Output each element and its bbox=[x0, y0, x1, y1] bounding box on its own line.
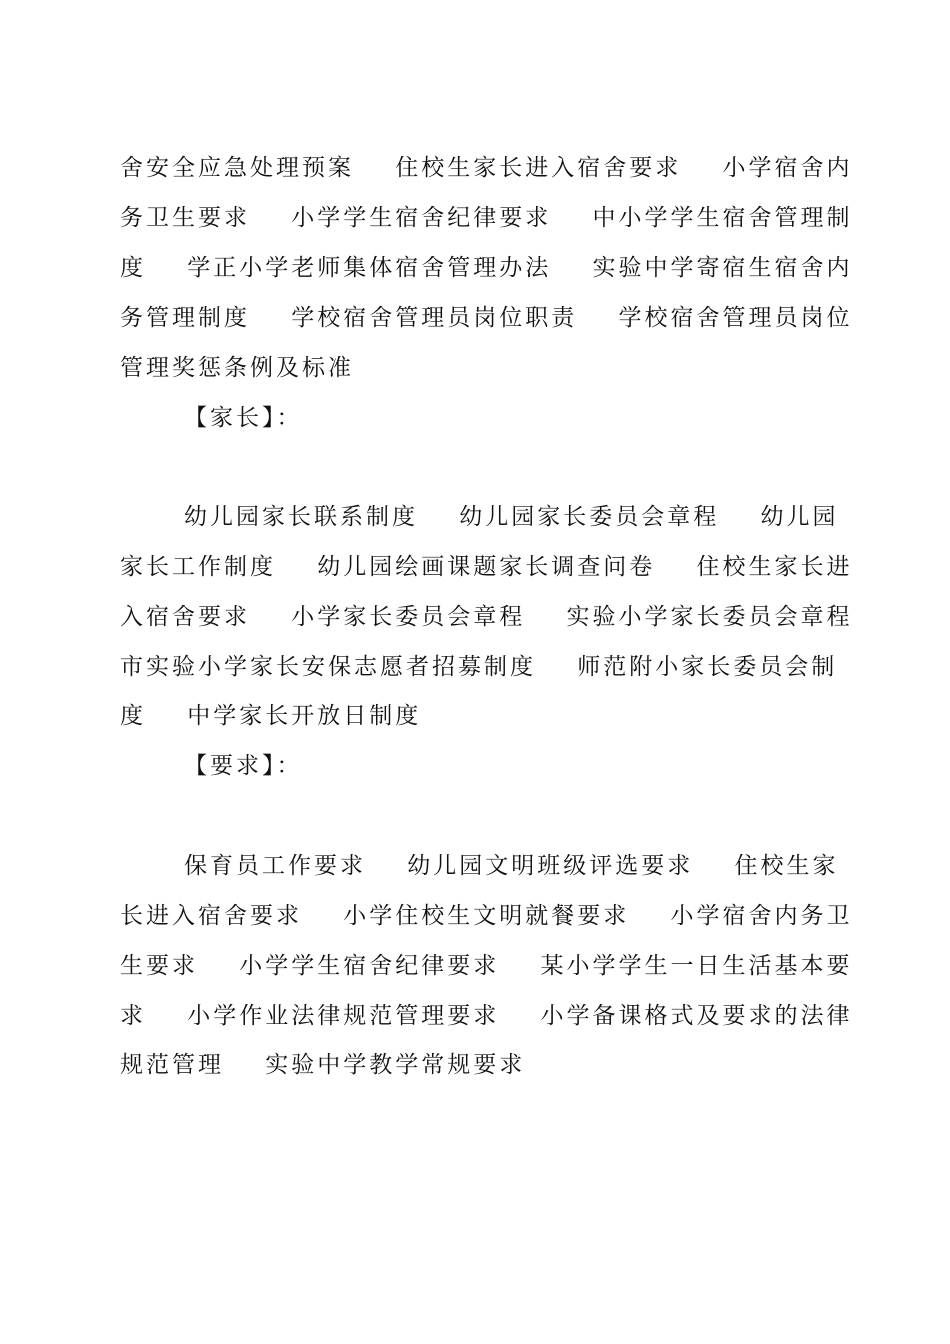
paragraph-line: 市实验小学家长安保志愿者招募制度 师范附小家长委员会制 bbox=[120, 654, 838, 680]
paragraph-line: 求 小学作业法律规范管理要求 小学备课格式及要求的法律 bbox=[120, 1003, 853, 1029]
paragraph-line: 度 中学家长开放日制度 bbox=[120, 703, 422, 729]
paragraph-line: 务管理制度 学校宿舍管理员岗位职责 学校宿舍管理员岗位 bbox=[120, 305, 853, 331]
paragraph-line: 舍安全应急处理预案 住校生家长进入宿舍要求 小学宿舍内 bbox=[120, 155, 853, 181]
paragraph-line: 保育员工作要求 幼儿园文明班级评选要求 住校生家 bbox=[184, 853, 839, 879]
section-heading-requirements: 【要求】： bbox=[184, 753, 303, 779]
section-heading-parents: 【家长】： bbox=[184, 405, 303, 431]
paragraph-line: 管理奖惩条例及标准 bbox=[120, 355, 354, 381]
paragraph-line: 务卫生要求 小学学生宿舍纪律要求 中小学学生宿舍管理制 bbox=[120, 205, 853, 231]
paragraph-line: 幼儿园家长联系制度 幼儿园家长委员会章程 幼儿园 bbox=[184, 504, 839, 530]
paragraph-line: 度 学正小学老师集体宿舍管理办法 实验中学寄宿生宿舍内 bbox=[120, 255, 853, 281]
paragraph-line: 入宿舍要求 小学家长委员会章程 实验小学家长委员会章程 bbox=[120, 604, 853, 630]
paragraph-line: 长进入宿舍要求 小学住校生文明就餐要求 小学宿舍内务卫 bbox=[120, 903, 853, 929]
paragraph-line: 规范管理 实验中学教学常规要求 bbox=[120, 1052, 526, 1078]
paragraph-line: 家长工作制度 幼儿园绘画课题家长调查问卷 住校生家长进 bbox=[120, 554, 853, 580]
paragraph-line: 生要求 小学学生宿舍纪律要求 某小学学生一日生活基本要 bbox=[120, 953, 853, 979]
